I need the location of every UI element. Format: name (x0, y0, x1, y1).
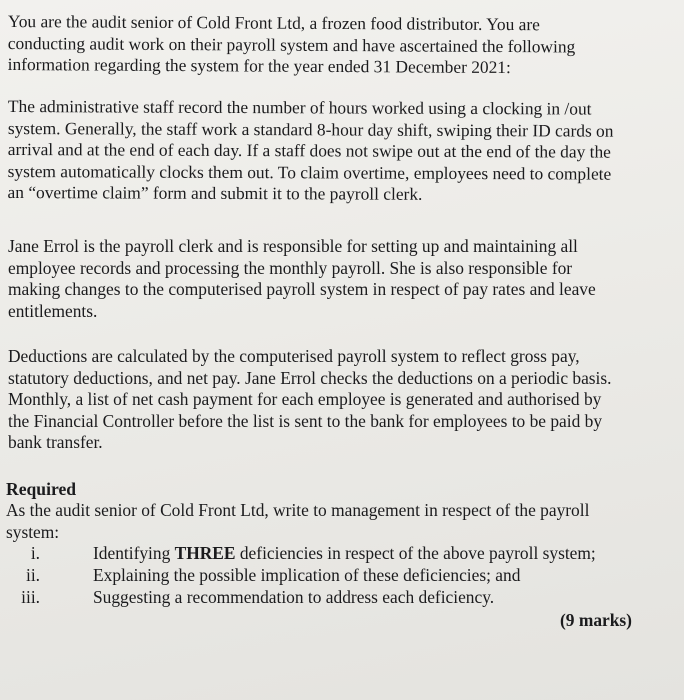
item-text-pre: Identifying (93, 543, 175, 563)
item-number: iii. (21, 587, 40, 607)
text-line: As the audit senior of Cold Front Ltd, write to management in respect of the payroll (6, 500, 590, 520)
text-line: The administrative staff record the number of hours worked using a clocking in /out (7, 96, 592, 119)
text-line: system. Generally, the staff work a standard 8-hour day shift, swiping their ID cards on (7, 117, 614, 141)
requirement-item (0, 542, 684, 564)
clocking-paragraph (8, 96, 676, 207)
text-line: Deductions are calculated by the computerised payroll system to reflect gross pay, (8, 346, 580, 366)
text-line: arrival and at the end of each day. If a staff does not swipe out at the end of the day the (7, 139, 611, 162)
item-text (93, 586, 494, 608)
text-line: information regarding the system for the year ended 31 December 2021: (7, 54, 511, 78)
deductions-paragraph (8, 346, 676, 454)
item-number: i. (30, 543, 40, 563)
required-instruction (6, 500, 676, 543)
marks-label: (9 marks) (560, 610, 632, 630)
item-text-post: deficiencies in respect of the above payroll system; (235, 543, 596, 563)
text-line: the Financial Controller before the list is sent to the bank for employees to be paid by (8, 410, 603, 431)
item-number: ii. (25, 565, 40, 585)
text-line: an “overtime claim” form and submit it to the payroll clerk. (7, 182, 423, 205)
requirement-item (0, 586, 684, 608)
item-text-pre: Suggesting a recommendation to address each deficiency. (93, 587, 495, 607)
item-text (93, 542, 596, 564)
item-text (93, 564, 520, 586)
requirements-list (0, 542, 684, 608)
text-line: system automatically clocks them out. To claim overtime, employees need to complete (7, 160, 612, 184)
text-line: system: (6, 521, 60, 542)
item-text-bold: THREE (174, 543, 236, 563)
text-line: bank transfer. (8, 432, 103, 453)
text-line: entitlements. (8, 300, 98, 321)
text-line: employee records and processing the monthly payroll. She is also responsible for (8, 257, 573, 278)
text-line: conducting audit work on their payroll system and have ascertained the following (7, 32, 576, 57)
text-line: Monthly, a list of net cash payment for each employee is generated and authorised by (8, 389, 602, 410)
text-line: making changes to the computerised payroll system in respect of pay rates and leave (8, 279, 596, 300)
payroll-clerk-paragraph (8, 236, 676, 322)
item-text-pre: Explaining the possible implication of these deficiencies; and (93, 565, 521, 585)
text-line: You are the audit senior of Cold Front Ltd, a frozen food distributor. You are (7, 11, 540, 35)
intro-paragraph (8, 11, 676, 80)
requirement-item (0, 564, 684, 586)
required-heading: Required (6, 479, 77, 499)
text-line: statutory deductions, and net pay. Jane Errol checks the deductions on a periodic basis. (8, 367, 612, 388)
text-line: Jane Errol is the payroll clerk and is responsible for setting up and maintaining all (8, 236, 578, 256)
